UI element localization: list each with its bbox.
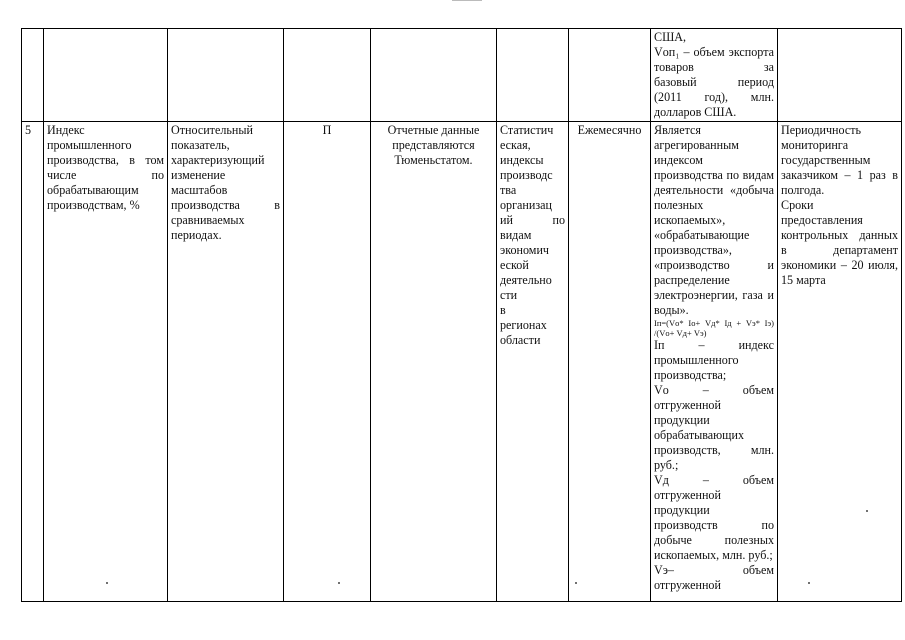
cell-calculation-method — [651, 122, 778, 602]
monitoring-deadlines: Сроки предоставления контрольных данных в департамент экономики – 20 июля, 15 марта — [781, 198, 898, 287]
method-prev-line-4: (2011 год), млн. — [654, 90, 774, 104]
cell-source: Отчетные данные представляются Тюменьстатом. — [371, 122, 497, 602]
scan-speck — [808, 582, 810, 584]
cell-frequency-prev — [569, 29, 651, 122]
stat-line-7: ий по — [500, 213, 565, 227]
method-intro: Является агрегированным индексом производства по видам деятельности «добыча полезных ископаемых», «обрабатывающие производства», «производство и распределение электроэнергии, газа и воды». — [654, 123, 774, 317]
cell-monitoring-prev — [778, 29, 902, 122]
stat-line-14: регионах — [500, 318, 547, 332]
scan-speck — [866, 510, 868, 512]
cell-frequency: Ежемесячно — [569, 122, 651, 602]
method-def-vo: Vо – объем отгруженной продукции обрабатывающих производств, млн. руб.; — [654, 383, 774, 472]
stat-line-9: экономич — [500, 243, 549, 257]
cell-monitoring — [778, 122, 902, 602]
cell-unit-prev — [284, 29, 371, 122]
method-def-ve: Vэ– объем отгруженной — [654, 563, 774, 592]
stat-line-5: тва — [500, 183, 517, 197]
cell-definition-prev — [168, 29, 284, 122]
cell-name-prev — [44, 29, 168, 122]
cell-num-prev — [22, 29, 44, 122]
stat-line-2: еская, — [500, 138, 531, 152]
stat-line-4: производс — [500, 168, 553, 182]
stat-line-3: индексы — [500, 153, 544, 167]
cell-definition: Относительный показатель, характеризующий изменение масштабов производства в сравниваемых периодах. — [168, 122, 284, 602]
method-prev-line-1: США, — [654, 30, 687, 44]
page-top-mark — [452, 0, 482, 1]
indicators-table — [21, 28, 902, 602]
cell-unit-code: П — [284, 122, 371, 602]
cell-source-prev — [371, 29, 497, 122]
stat-line-1: Статистич — [500, 123, 554, 137]
stat-line-6: организац — [500, 198, 552, 212]
monitoring-periodicity: Периодичность мониторинга государственным заказчиком – 1 раз в полгода. — [781, 123, 898, 197]
cell-method-prev — [651, 29, 778, 122]
stat-line-12: сти — [500, 288, 518, 302]
scan-speck — [575, 582, 577, 584]
stat-line-8: видам — [500, 228, 532, 242]
cell-stat-prev — [497, 29, 569, 122]
stat-line-11: деятельно — [500, 273, 552, 287]
table-row-continued — [22, 29, 902, 122]
method-prev-line-3: базовый период — [654, 75, 774, 89]
method-def-vd: Vд – объем отгруженной продукции производств по добыче полезных ископаемых, млн. руб.; — [654, 473, 774, 562]
cell-stat-observation — [497, 122, 569, 602]
stat-line-10: еской — [500, 258, 529, 272]
stat-line-13: в — [500, 303, 506, 317]
scan-speck — [106, 582, 108, 584]
method-prev-line-2: Vоп₁ – объем экспорта товаров за — [654, 45, 774, 74]
method-def-ip: Iп – индекс промышленного производства; — [654, 338, 774, 382]
cell-num: 5 — [22, 122, 44, 602]
stat-line-15: области — [500, 333, 541, 347]
method-prev-line-5: долларов США. — [654, 105, 737, 119]
table-row-5 — [22, 122, 902, 602]
cell-indicator-name: Индекс промышленного производства, в том числе по обрабатывающим производствам, % — [44, 122, 168, 602]
scan-speck — [338, 582, 340, 584]
method-formula: Iп=(Vо* Iо+ Vд* Iд + Vэ* Iэ) /(Vо+ Vд+ Vэ) — [654, 318, 774, 338]
